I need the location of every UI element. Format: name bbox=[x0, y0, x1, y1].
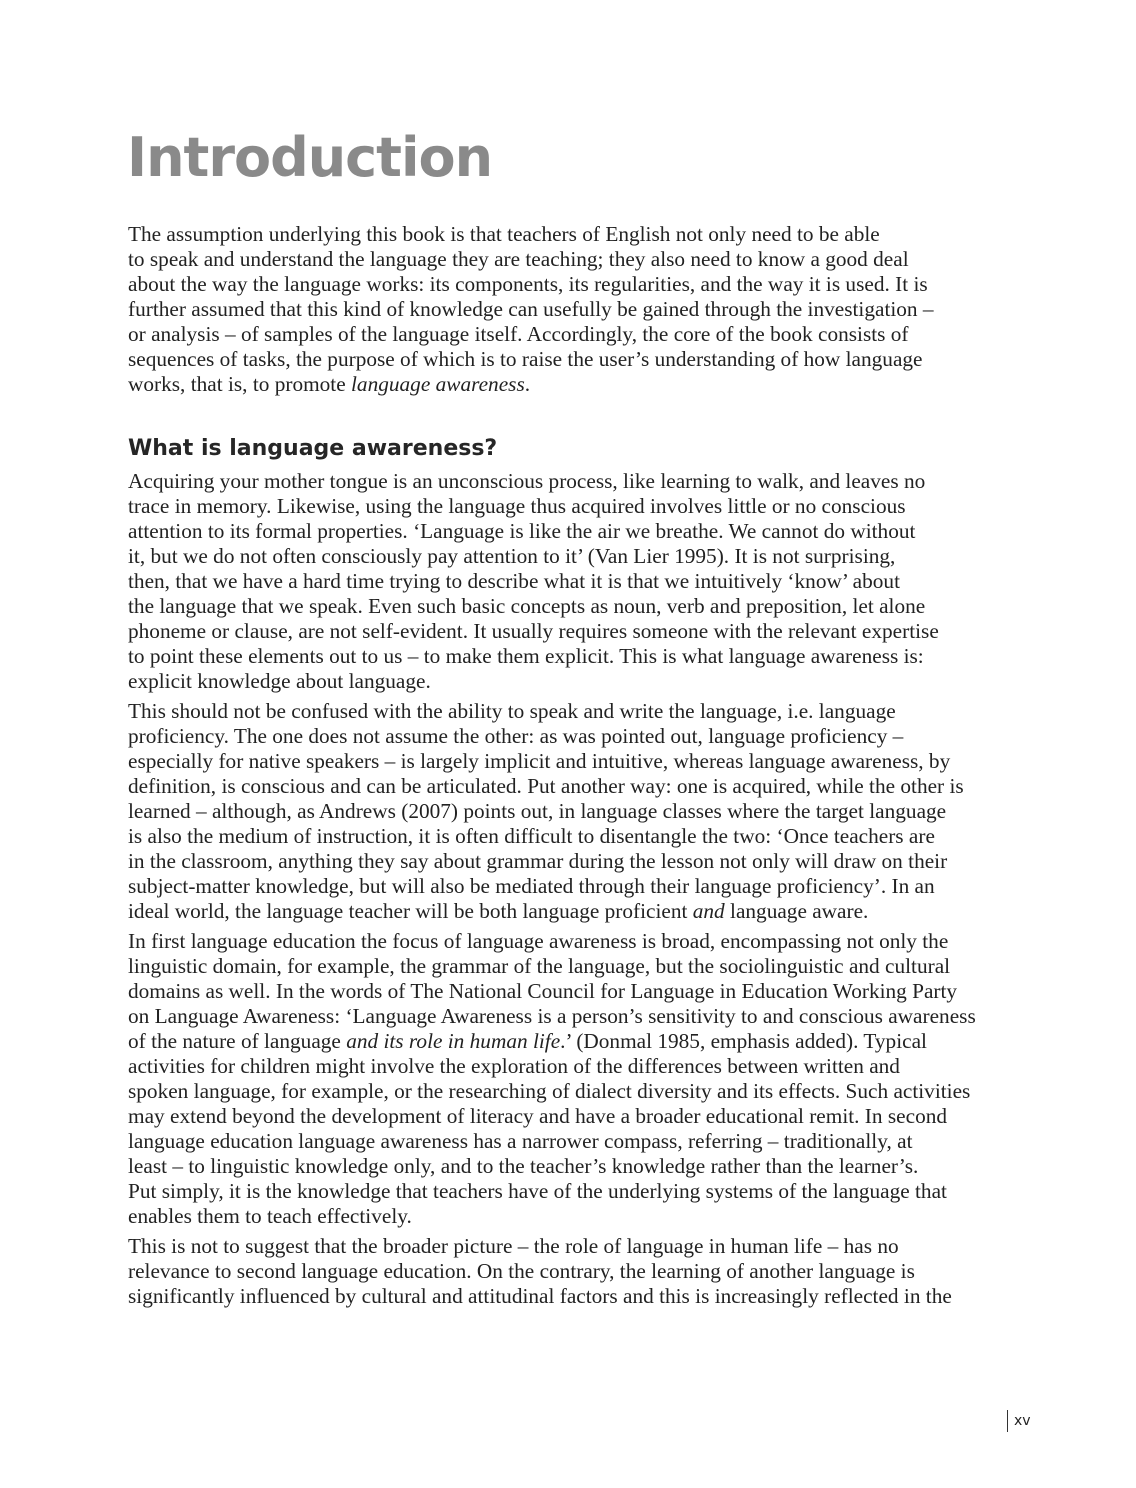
emphasis-text: and bbox=[692, 899, 725, 923]
text-line bbox=[128, 899, 976, 924]
text-line: on Language Awareness: ‘Language Awareness is a person’s sensitivity to and conscious awareness bbox=[128, 1004, 976, 1028]
page-number: xv bbox=[1007, 1410, 1031, 1432]
text-run: . bbox=[524, 372, 531, 396]
text-run: of the nature of language bbox=[128, 1029, 347, 1053]
text-line: further assumed that this kind of knowledge can usefully be gained through the investigation – bbox=[128, 297, 934, 321]
section-body bbox=[128, 469, 976, 1314]
text-line: is also the medium of instruction, it is often difficult to disentangle the two: ‘Once teachers are bbox=[128, 824, 935, 848]
text-line: significantly influenced by cultural and attitudinal factors and this is increasingly reflected in the bbox=[128, 1284, 952, 1308]
text-line: proficiency. The one does not assume the other: as was pointed out, language proficiency – bbox=[128, 724, 904, 748]
text-line: then, that we have a hard time trying to describe what it is that we intuitively ‘know’ about bbox=[128, 569, 901, 593]
text-line: domains as well. In the words of The National Council for Language in Education Working Party bbox=[128, 979, 958, 1003]
text-line: attention to its formal properties. ‘Language is like the air we breathe. We cannot do without bbox=[128, 519, 916, 543]
emphasis-text: and its role in human life bbox=[346, 1029, 561, 1053]
paragraph-3 bbox=[128, 929, 976, 1229]
text-line: learned – although, as Andrews (2007) points out, in language classes where the target language bbox=[128, 799, 947, 823]
text-line: activities for children might involve the exploration of the differences between written and bbox=[128, 1054, 900, 1078]
paragraph-1 bbox=[128, 469, 976, 694]
text-line bbox=[128, 1029, 976, 1054]
text-line: least – to linguistic knowledge only, and to the teacher’s knowledge rather than the learner’s. bbox=[128, 1154, 919, 1178]
text-line: or analysis – of samples of the language itself. Accordingly, the core of the book consists of bbox=[128, 322, 909, 346]
text-line: This should not be confused with the ability to speak and write the language, i.e. language bbox=[128, 699, 896, 723]
text-line: linguistic domain, for example, the grammar of the language, but the sociolinguistic and cultural bbox=[128, 954, 951, 978]
emphasis-text: language awareness bbox=[351, 372, 525, 396]
text-line: to point these elements out to us – to make them explicit. This is what language awareness is: bbox=[128, 644, 924, 668]
chapter-title: Introduction bbox=[127, 126, 493, 189]
text-line: the language that we speak. Even such basic concepts as noun, verb and preposition, let alone bbox=[128, 594, 926, 618]
text-line: The assumption underlying this book is that teachers of English not only need to be able bbox=[128, 222, 880, 246]
text-line: explicit knowledge about language. bbox=[128, 669, 431, 693]
section-heading: What is language awareness? bbox=[128, 436, 498, 461]
text-line: phoneme or clause, are not self-evident. It usually requires someone with the relevant expertise bbox=[128, 619, 939, 643]
text-line: to speak and understand the language they are teaching; they also need to know a good deal bbox=[128, 247, 909, 271]
text-run: ideal world, the language teacher will be both language proficient bbox=[128, 899, 693, 923]
text-line: sequences of tasks, the purpose of which is to raise the user’s understanding of how language bbox=[128, 347, 923, 371]
text-line: enables them to teach effectively. bbox=[128, 1204, 412, 1228]
text-line: subject-matter knowledge, but will also be mediated through their language proficiency’. In an bbox=[128, 874, 935, 898]
paragraph-2 bbox=[128, 699, 976, 924]
text-line: This is not to suggest that the broader picture – the role of language in human life – has no bbox=[128, 1234, 899, 1258]
intro-paragraph bbox=[128, 222, 934, 402]
text-line: Put simply, it is the knowledge that teachers have of the underlying systems of the language that bbox=[128, 1179, 947, 1203]
text-line: Acquiring your mother tongue is an unconscious process, like learning to walk, and leaves no bbox=[128, 469, 926, 493]
text-line: about the way the language works: its components, its regularities, and the way it is used. It is bbox=[128, 272, 928, 296]
text-run: language aware. bbox=[724, 899, 869, 923]
paragraph-4 bbox=[128, 1234, 976, 1309]
text-line: language education language awareness has a narrower compass, referring – traditionally, at bbox=[128, 1129, 913, 1153]
text-line: especially for native speakers – is largely implicit and intuitive, whereas language awareness, by bbox=[128, 749, 951, 773]
text-line: In first language education the focus of language awareness is broad, encompassing not only the bbox=[128, 929, 949, 953]
text-run: works, that is, to promote bbox=[128, 372, 352, 396]
text-line bbox=[128, 372, 934, 397]
text-run: .’ (Donmal 1985, emphasis added). Typical bbox=[560, 1029, 927, 1053]
text-line: it, but we do not often consciously pay attention to it’ (Van Lier 1995). It is not surprising, bbox=[128, 544, 896, 568]
text-line: in the classroom, anything they say about grammar during the lesson not only will draw on their bbox=[128, 849, 948, 873]
text-line: may extend beyond the development of literacy and have a broader educational remit. In second bbox=[128, 1104, 948, 1128]
text-line: trace in memory. Likewise, using the language thus acquired involves little or no conscious bbox=[128, 494, 906, 518]
text-line: relevance to second language education. On the contrary, the learning of another language is bbox=[128, 1259, 915, 1283]
text-line: spoken language, for example, or the researching of dialect diversity and its effects. Such activities bbox=[128, 1079, 971, 1103]
text-line: definition, is conscious and can be articulated. Put another way: one is acquired, while the other is bbox=[128, 774, 964, 798]
